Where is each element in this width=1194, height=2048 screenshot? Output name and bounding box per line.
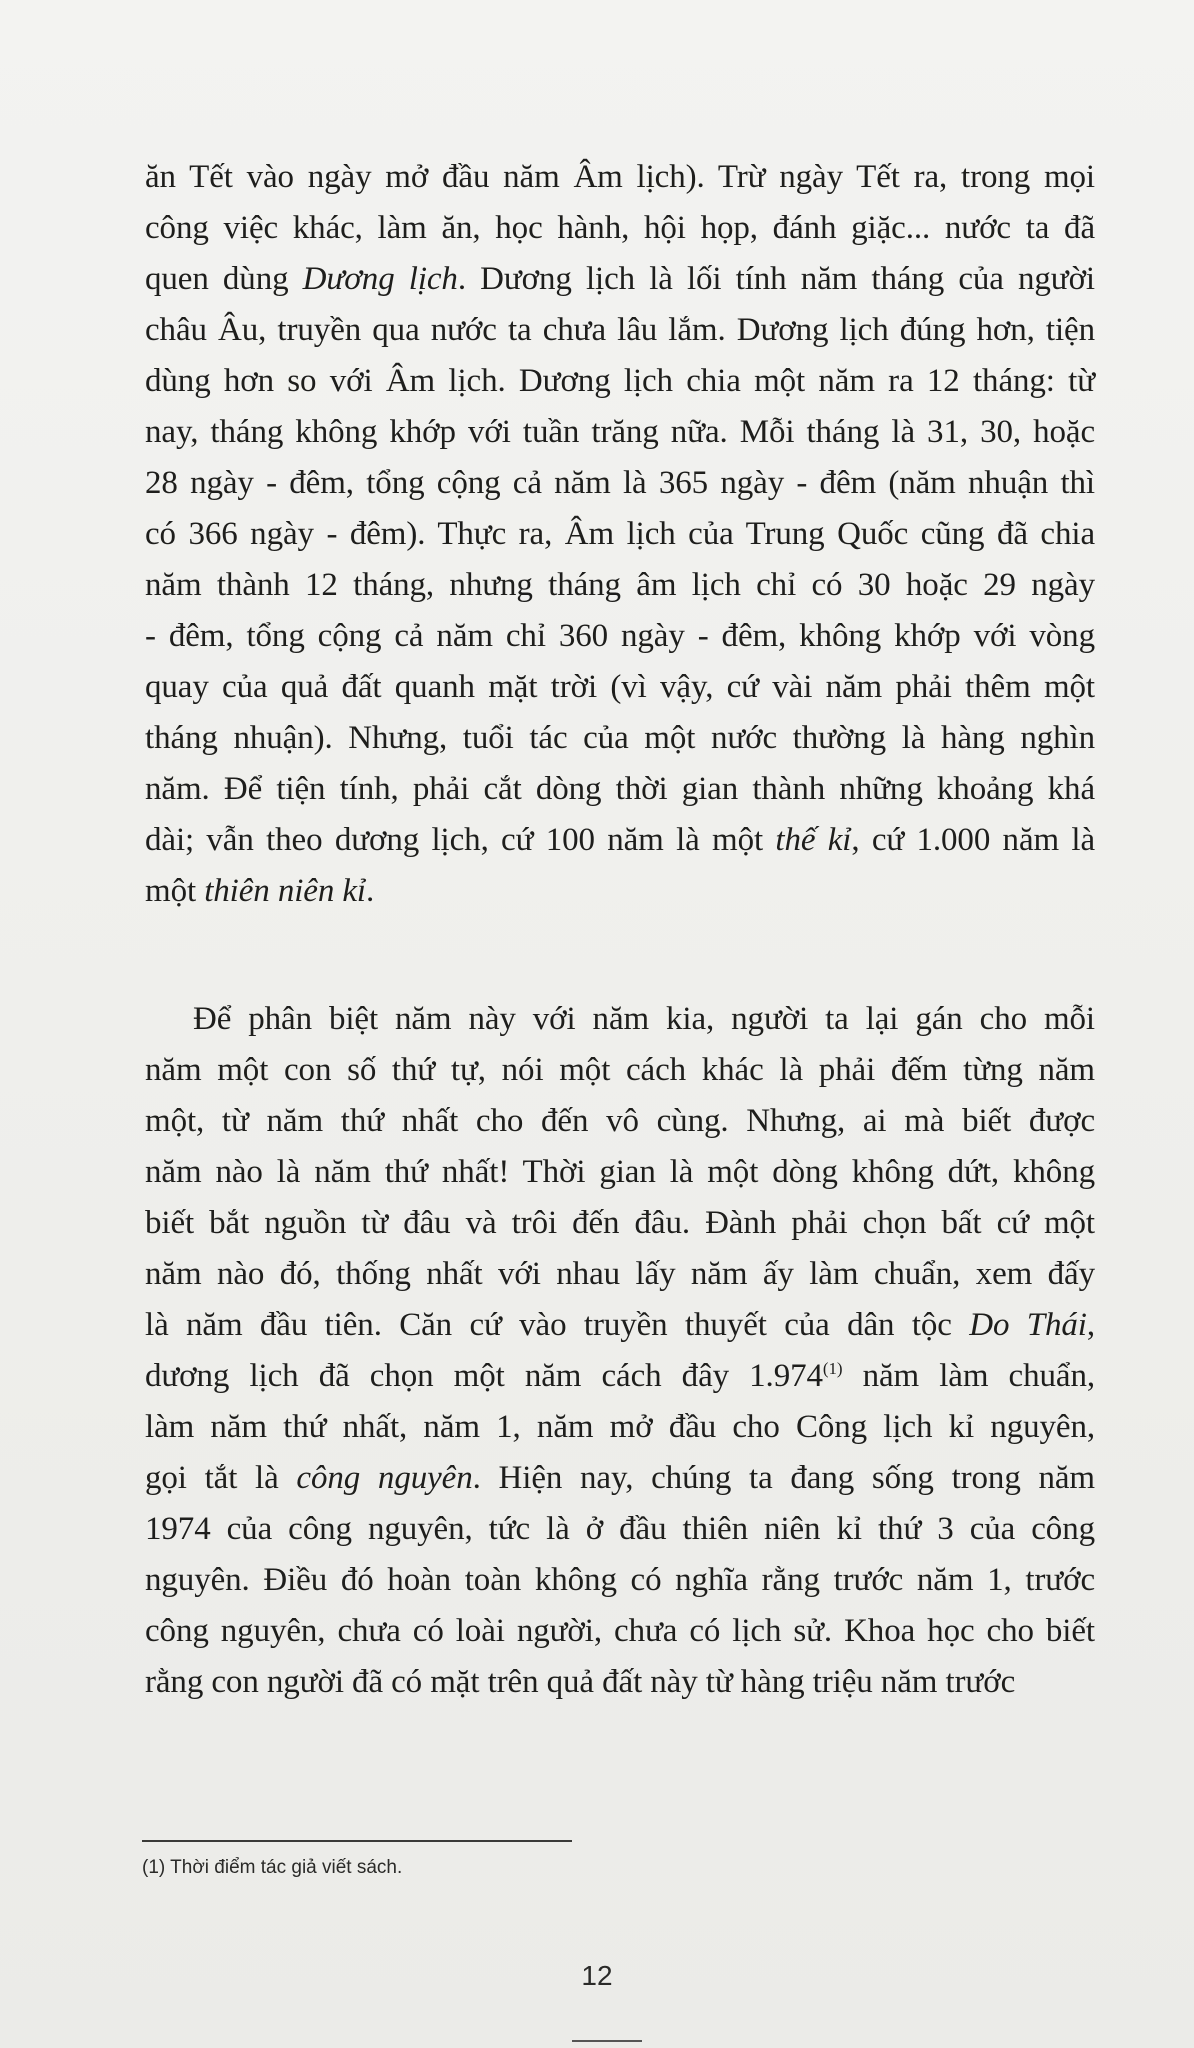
text-line: công nguyên, chưa có loài người, chưa có lịch sử. Khoa học cho biết (145, 1613, 1095, 1649)
text-line: có 366 ngày - đêm). Thực ra, Âm lịch của Trung Quốc cũng đã chia (145, 516, 1095, 552)
footnote: (1) Thời điểm tác giả viết sách. (142, 1857, 403, 1878)
text-line: dương lịch đã chọn một năm cách đây 1.974$^{(1)}$ năm làm chuẩn, (145, 1358, 1095, 1394)
text-line: Để phân biệt năm này với năm kia, người ta lại gán cho mỗi (193, 1001, 1095, 1037)
text-line: làm năm thứ nhất, năm 1, năm mở đầu cho Công lịch kỉ nguyên, (145, 1409, 1095, 1445)
text-line: năm thành 12 tháng, nhưng tháng âm lịch chỉ có 30 hoặc 29 ngày (145, 567, 1095, 603)
text-line: năm nào là năm thứ nhất! Thời gian là một dòng không dứt, không (145, 1154, 1095, 1190)
text-line: một thiên niên kỉ. (145, 873, 375, 909)
text-line: năm một con số thứ tự, nói một cách khác là phải đếm từng năm (145, 1052, 1095, 1088)
italic-term: thế kỉ (775, 822, 852, 858)
text-line: quen dùng Dương lịch. Dương lịch là lối tính năm tháng của người (145, 261, 1096, 297)
text-line: biết bắt nguồn từ đâu và trôi đến đâu. Đành phải chọn bất cứ một (145, 1205, 1095, 1241)
text-line: dài; vẫn theo dương lịch, cứ 100 năm là một thế kỉ, cứ 1.000 năm là (145, 822, 1096, 858)
page-number-rule (572, 2040, 642, 2042)
text-line: rằng con người đã có mặt trên quả đất này từ hàng triệu năm trước (145, 1664, 1016, 1700)
italic-term: Do Thái (969, 1307, 1087, 1343)
italic-term: thiên niên kỉ (204, 873, 367, 909)
italic-term: Dương lịch (302, 261, 458, 297)
text-line: - đêm, tổng cộng cả năm chỉ 360 ngày - đêm, không khớp với vòng (145, 618, 1095, 654)
text-line: công việc khác, làm ăn, học hành, hội họp, đánh giặc... nước ta đã (145, 210, 1095, 246)
text-line: châu Âu, truyền qua nước ta chưa lâu lắm. Dương lịch đúng hơn, tiện (145, 312, 1095, 348)
text-line: một, từ năm thứ nhất cho đến vô cùng. Nhưng, ai mà biết được (145, 1103, 1095, 1139)
text-line: nguyên. Điều đó hoàn toàn không có nghĩa rằng trước năm 1, trước (145, 1562, 1095, 1598)
italic-term: công nguyên (296, 1460, 473, 1496)
text-line: 1974 của công nguyên, tức là ở đầu thiên niên kỉ thứ 3 của công (145, 1511, 1095, 1547)
text-line: gọi tắt là công nguyên. Hiện nay, chúng ta đang sống trong năm (145, 1460, 1096, 1496)
footnote-marker: (1) (822, 1359, 843, 1378)
text-line: ăn Tết vào ngày mở đầu năm Âm lịch). Trừ ngày Tết ra, trong mọi (145, 159, 1095, 195)
page-number: 12 (581, 1960, 613, 1991)
text-line: 28 ngày - đêm, tổng cộng cả năm là 365 ngày - đêm (năm nhuận thì (145, 465, 1095, 501)
text-line: năm nào đó, thống nhất với nhau lấy năm ấy làm chuẩn, xem đấy (145, 1256, 1095, 1292)
text-line: tháng nhuận). Nhưng, tuổi tác của một nước thường là hàng nghìn (145, 720, 1095, 756)
text-line: là năm đầu tiên. Căn cứ vào truyền thuyết của dân tộc Do Thái, (145, 1307, 1096, 1343)
footnote-separator (142, 1840, 572, 1842)
text-line: quay của quả đất quanh mặt trời (vì vậy, cứ vài năm phải thêm một (145, 669, 1095, 705)
text-line: nay, tháng không khớp với tuần trăng nữa. Mỗi tháng là 31, 30, hoặc (145, 414, 1095, 450)
text-line: dùng hơn so với Âm lịch. Dương lịch chia một năm ra 12 tháng: từ (145, 363, 1095, 399)
text-line: năm. Để tiện tính, phải cắt dòng thời gian thành những khoảng khá (145, 771, 1095, 807)
